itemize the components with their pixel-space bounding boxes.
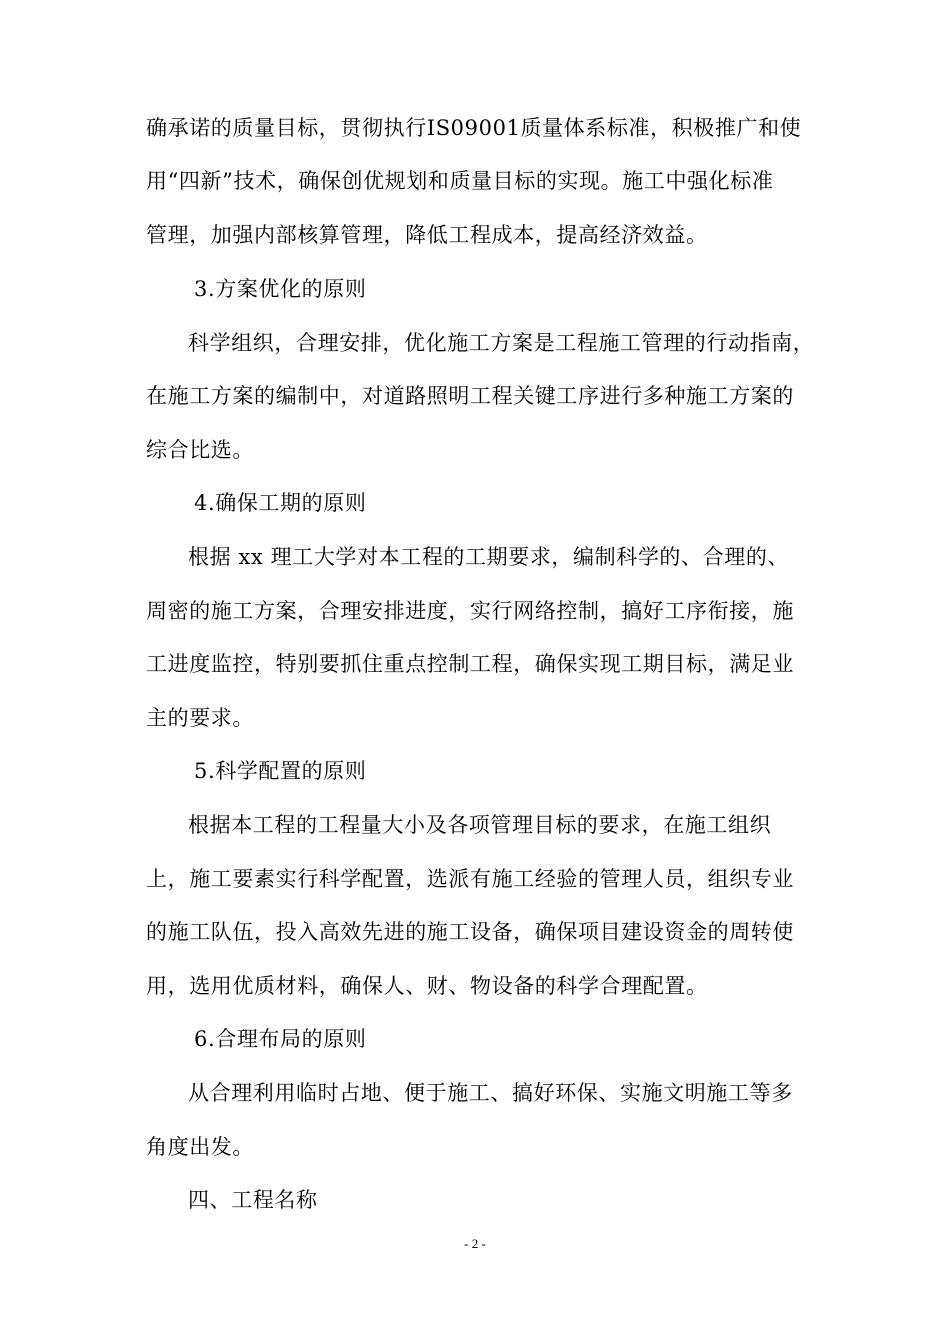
paragraph-line: 主的要求。 xyxy=(146,706,254,730)
paragraph-line: 角度出发。 xyxy=(146,1135,254,1159)
paragraph-line: 管理，加强内部核算管理，降低工程成本，提高经济效益。 xyxy=(146,223,708,247)
section-heading-4: 4.确保工期的原则 xyxy=(194,491,367,515)
paragraph-line: 综合比选。 xyxy=(146,438,254,462)
paragraph-line: 科学组织，合理安排，优化施工方案是工程施工管理的行动指南， xyxy=(188,331,815,355)
paragraph-line: 工进度监控，特别要抓住重点控制工程，确保实现工期目标，满足业 xyxy=(146,652,794,676)
page-number: - 2 - xyxy=(464,1236,486,1251)
paragraph-line: 根据 xx 理工大学对本工程的工期要求，编制科学的、合理的、 xyxy=(188,545,790,569)
paragraph-line: 上，施工要素实行科学配置，选派有施工经验的管理人员，组织专业 xyxy=(146,867,794,891)
paragraph-line: 确承诺的质量目标，贯彻执行IS09001质量体系标准，积极推广和使 xyxy=(146,116,802,140)
paragraph-line: 在施工方案的编制中，对道路照明工程关键工序进行多种施工方案的 xyxy=(146,384,794,408)
section-heading-6: 6.合理布局的原则 xyxy=(194,1027,367,1051)
paragraph-line: 的施工队伍，投入高效先进的施工设备，确保项目建设资金的周转使 xyxy=(146,920,794,944)
paragraph-line: 根据本工程的工程量大小及各项管理目标的要求，在施工组织 xyxy=(188,813,772,837)
paragraph-line: 周密的施工方案，合理安排进度，实行网络控制，搞好工序衔接，施 xyxy=(146,599,794,623)
section-heading-3: 3.方案优化的原则 xyxy=(194,277,367,301)
paragraph-line: 用，选用优质材料，确保人、财、物设备的科学合理配置。 xyxy=(146,974,708,998)
paragraph-line: 从合理利用临时占地、便于施工、搞好环保、实施文明施工等多 xyxy=(188,1081,793,1105)
section-heading-chapter-4: 四、工程名称 xyxy=(188,1188,318,1212)
paragraph-line: 用“四新”技术，确保创优规划和质量目标的实现。施工中强化标准 xyxy=(146,169,774,193)
section-heading-5: 5.科学配置的原则 xyxy=(194,759,367,783)
